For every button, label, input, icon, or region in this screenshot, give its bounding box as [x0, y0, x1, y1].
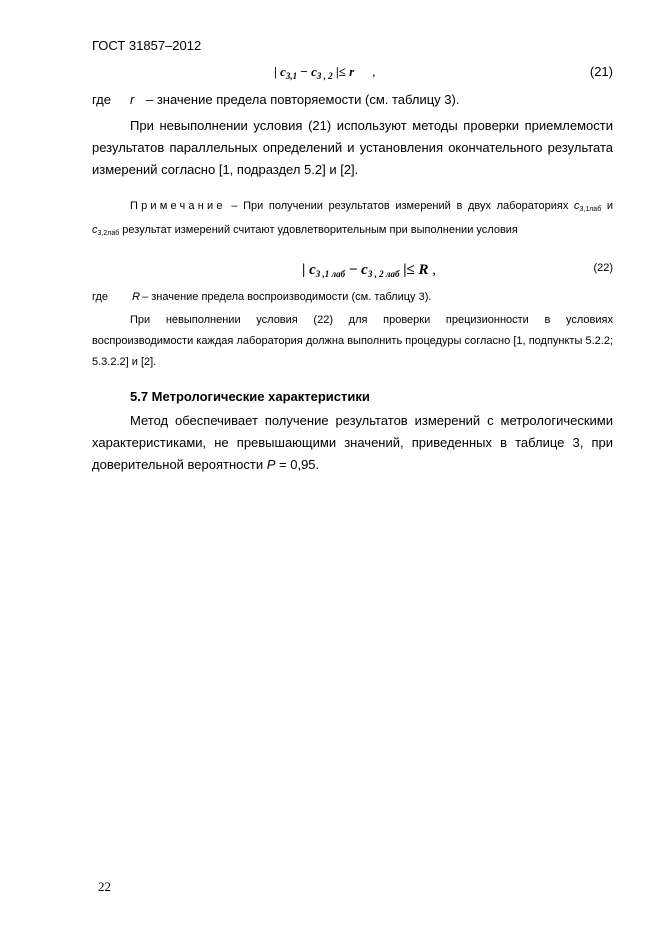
formula-22-c2: c — [361, 262, 368, 278]
paragraph-repeatability: При невыполнении условия (21) используют методы проверки приемлемости результатов параллельных определений и установления окончательного результата измерений согласно [1, подраздел 5.2] и [2]. — [92, 118, 613, 177]
document-header: ГОСТ 31857–2012 — [92, 38, 202, 53]
formula-21-comma: , — [372, 64, 376, 79]
where-word: где — [92, 92, 111, 107]
note-text-after: результат измерений считают удовлетворительным при выполнении условия — [119, 224, 518, 236]
formula-22-minus: − — [345, 262, 362, 278]
formula-22-c2-sub: 3 , 2 лаб — [367, 269, 400, 279]
formula-22 — [92, 262, 613, 280]
formula-22-left-bar: | — [302, 262, 306, 278]
section-title: 5.7 Метрологические характеристики — [130, 389, 370, 404]
where-word-2: где — [92, 291, 109, 303]
section-text-after: = 0,95. — [275, 457, 320, 472]
section-text-before: Метод обеспечивает получение результатов измерений с метрологическими характеристиками, не превышающими значений, приведенных в таблице 3, при доверительной вероятности — [92, 413, 613, 472]
formula-22-right-bar: | — [403, 262, 407, 278]
symbol-R: R — [132, 291, 141, 303]
formula-21-c2-sub: 3 , 2 — [316, 71, 333, 81]
where-R-text: – значение предела воспроизводимости (см. таблицу 3). — [142, 291, 432, 303]
formula-21 — [92, 64, 613, 82]
note-and: и — [601, 200, 614, 212]
probability-symbol: P — [266, 457, 276, 472]
note-text-before: – При получении результатов измерений в двух лабораториях — [225, 200, 574, 212]
formula-21-minus: − — [297, 64, 312, 79]
formula-22-c1: c — [309, 262, 316, 278]
formula-22-c1-sub: 3 ,1 лаб — [315, 269, 346, 279]
formula-21-right-bar: | — [335, 64, 339, 79]
note-symbol-2-sub: 3,2лаб — [97, 230, 120, 237]
formula-21-limit: r — [349, 64, 355, 79]
paragraph-reproducibility: При невыполнении условия (22) для проверки прецизионности в условиях воспроизводимости каждая лаборатория должна выполнить процедуры согласно [1, подпункты 5.2.2; 5.3.2.2] и [2]. — [92, 314, 613, 368]
note-symbol-1: с — [573, 200, 580, 212]
where-r-text: – значение предела повторяемости (см. таблицу 3). — [145, 92, 460, 107]
formula-22-expression — [302, 262, 436, 279]
formula-22-le: ≤ — [406, 262, 419, 278]
formula-21-c1: c — [280, 64, 286, 79]
note-symbol-1-sub: 3,1лаб — [579, 206, 602, 213]
formula-21-expression — [274, 64, 375, 81]
section-paragraph — [92, 410, 613, 476]
note-symbol-2: с — [92, 224, 98, 236]
formula-21-c1-sub: 3,1 — [285, 71, 298, 81]
note-label: Примечание — [130, 200, 226, 212]
formula-21-c2: c — [311, 64, 317, 79]
formula-22-limit: R — [418, 262, 429, 278]
equation-number-22: (22) — [593, 262, 613, 274]
where-r-line — [92, 92, 459, 107]
page-number: 22 — [98, 879, 111, 894]
where-R-line — [92, 291, 431, 303]
formula-21-le: ≤ — [338, 64, 350, 79]
formula-22-comma: , — [428, 262, 437, 278]
symbol-r: r — [129, 92, 135, 107]
formula-21-left-bar: | — [274, 64, 277, 79]
note — [92, 196, 613, 244]
equation-number-21: (21) — [589, 64, 613, 79]
